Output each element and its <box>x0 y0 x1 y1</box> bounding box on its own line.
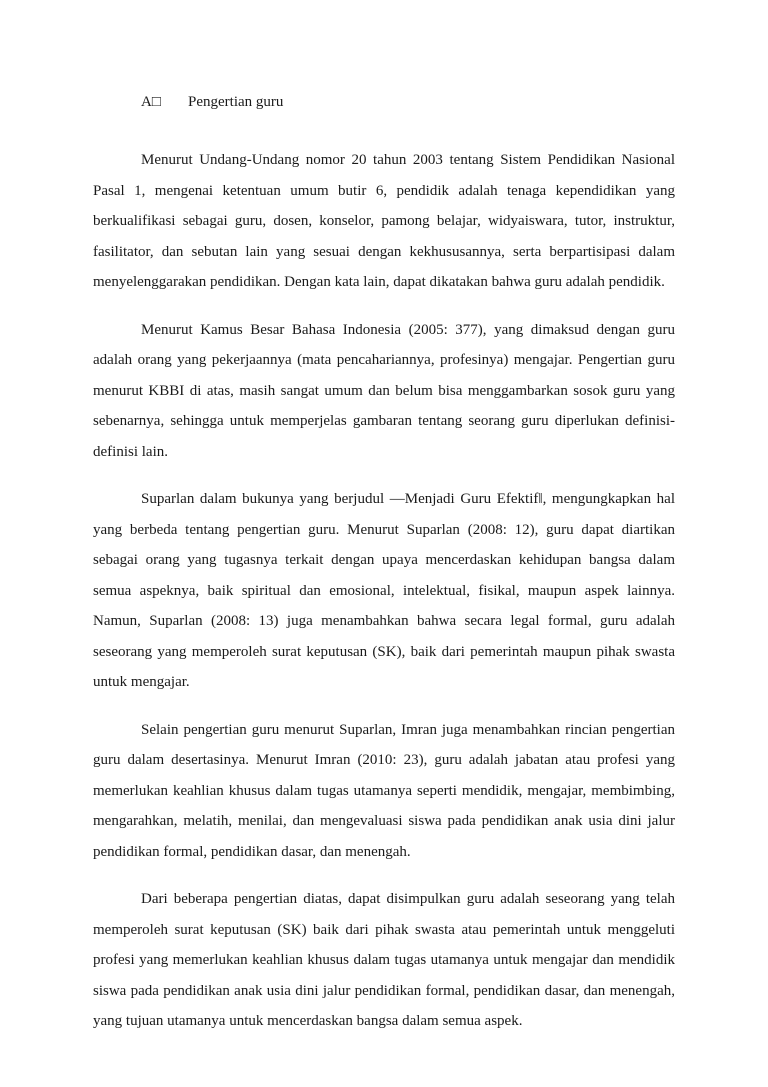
paragraph-3: Suparlan dalam bukunya yang berjudul ―Menjadi Guru Efektif‖, mengungkapkan hal yang berbeda tentang pengertian guru. Menurut Suparlan (2008: 12), guru dapat diartikan sebagai orang yang tugasnya terkait dengan upaya mencerdaskan kehidupan bangsa dalam semua aspeknya, baik spiritual dan emosional, intelektual, fisikal, maupun aspek lainnya. Namun, Suparlan (2008: 13) juga menambahkan bahwa secara legal formal, guru adalah seseorang yang memperoleh surat keputusan (SK), baik dari pemerintah maupun pihak swasta untuk mengajar. <box>93 491 675 690</box>
paragraph-1: Menurut Undang-Undang nomor 20 tahun 2003 tentang Sistem Pendidikan Nasional Pasal 1, mengenai ketentuan umum butir 6, pendidik adalah tenaga kependidikan yang berkualifikasi sebagai guru, dosen, konselor, pamong belajar, widyaiswara, tutor, instruktur, fasilitator, dan sebutan lain yang sesuai dengan kekhususannya, serta berpartisipasi dalam menyelenggarakan pendidikan. Dengan kata lain, dapat dikatakan bahwa guru adalah pendidik. <box>93 152 675 290</box>
document-body <box>93 145 675 1054</box>
paragraph-5: Dari beberapa pengertian diatas, dapat disimpulkan guru adalah seseorang yang telah memperoleh surat keputusan (SK) baik dari pihak swasta atau pemerintah untuk menggeluti profesi yang memerlukan keahlian khusus dalam tugas utamanya untuk mengajar dan mendidik siswa pada pendidikan anak usia dini jalur pendidikan formal, pendidikan dasar, dan menengah, yang tujuan utamanya untuk mencerdaskan bangsa dalam semua aspek. <box>93 891 675 1029</box>
paragraph-4: Selain pengertian guru menurut Suparlan, Imran juga menambahkan rincian pengertian guru dalam desertasinya. Menurut Imran (2010: 23), guru adalah jabatan atau profesi yang memerlukan keahlian khusus dalam tugas utamanya seperti mendidik, mengajar, membimbing, mengarahkan, melatih, menilai, dan mengevaluasi siswa pada pendidikan anak usia dini jalur pendidikan formal, pendidikan dasar, dan menengah. <box>93 721 675 860</box>
section-title: Pengertian guru <box>188 94 284 110</box>
paragraph-2: Menurut Kamus Besar Bahasa Indonesia (2005: 377), yang dimaksud dengan guru adalah orang yang pekerjaannya (mata pencahariannya, profesinya) mengajar. Pengertian guru menurut KBBI di atas, masih sangat umum dan belum bisa menggambarkan sosok guru yang sebenarnya, sehingga untuk memperjelas gambaran tentang seorang guru diperlukan definisi-definisi lain. <box>93 321 675 460</box>
section-label: A□ <box>141 94 161 110</box>
section-heading <box>141 92 283 112</box>
